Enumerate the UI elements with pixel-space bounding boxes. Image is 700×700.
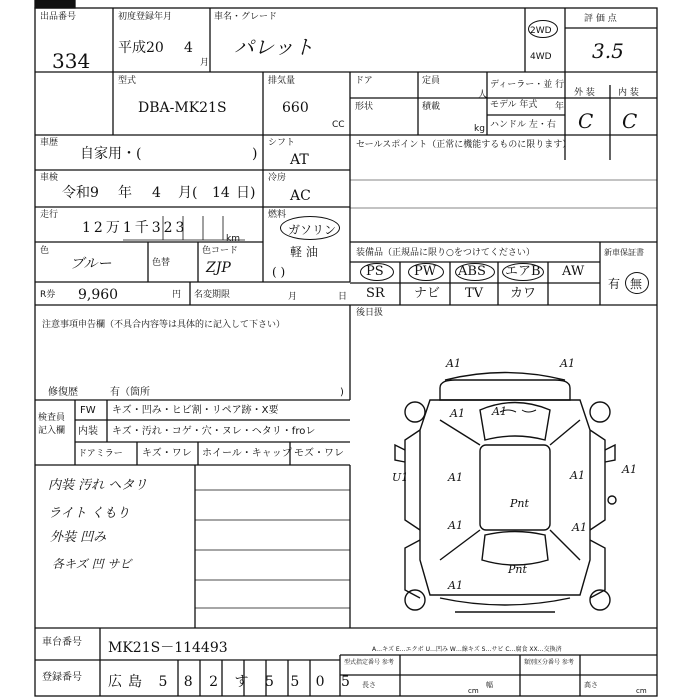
inspection-row3-text2: ホイール・キャップ [202,448,292,459]
mark-a1-left-door: A1 [448,471,463,484]
displacement-unit: CC [332,120,345,130]
sales-point-label: セールスポイント（正常に機能するものに限ります） [356,140,572,150]
color-code-label: 色コード [202,246,239,256]
cooling-label: 冷房 [268,173,287,183]
size-height-label: 高さ [584,681,598,689]
cooling-value: AC [290,188,311,204]
car-name-label: 車名・グレード [214,12,278,22]
first-registration-year: 4 [184,40,193,56]
equip-airbag-circle [502,263,544,281]
equip-abs-circle [455,263,495,281]
mark-pnt-roof: Pnt [510,497,529,510]
equip-ps-circle [360,263,394,281]
equip-ps: PS [366,264,384,279]
size-length-label: 長さ [362,681,376,689]
inspector-label: 検査員 記入欄 [38,413,66,436]
equip-aw: AW [562,264,585,279]
inspection-day-unit: 日) [236,185,256,201]
shift-value: AT [290,152,309,168]
model-year-label: モデル 年式 [490,100,538,110]
size-width-label: 幅 [486,681,493,689]
load-label: 積載 [422,102,441,112]
equip-navi: ナビ [414,286,441,301]
chassis-label: 車台番号 [42,637,82,648]
inspection-row2-text: キズ・汚れ・コゲ・穴・ヌレ・ヘタリ・froレ [112,426,316,437]
mileage-value: 12万1千323 [82,220,188,236]
capacity-unit: 人 [478,90,488,100]
repair-history-value: 有（箇所 [110,387,150,398]
color-change-label: 色替 [152,258,171,268]
shape-label: 形状 [355,102,374,112]
warranty-no-circle [625,272,649,294]
mark-a1-right-door: A1 [570,469,585,482]
displacement-value: 660 [282,100,309,116]
handwritten-note-3: 外装 凹み [50,530,107,545]
warranty-yes: 有 [608,277,621,291]
interior-grade: C [622,109,638,133]
mark-a1-hood-left: A1 [450,407,465,420]
mark-a1-right-mirror: A1 [622,463,637,476]
shift-label: シフト [268,138,296,148]
exterior-grade: C [578,109,594,133]
fuel-label: 燃料 [268,210,287,220]
lot-number-value: 334 [52,49,91,73]
name-change-month: 月 [288,292,298,302]
chassis-value: MK21S－114493 [108,640,228,656]
equip-abs: ABS [458,264,486,279]
fuel-other: ( ) [272,265,286,279]
spec-label-2: 類別区分番号 参考 [524,659,574,666]
drive-2wd: 2WD [530,26,552,36]
plate-label: 登録番号 [42,672,82,683]
mark-a2-windshield: A1 [492,405,507,418]
lot-number-label: 出品番号 [40,12,77,22]
score-value: 3.5 [592,39,624,63]
equip-sr: SR [366,286,385,301]
mark-a1-left-rear: A1 [448,519,463,532]
rear-seat-label: 後日扱 [356,308,384,318]
history-label: 車歴 [40,138,59,148]
door-label: ドア [355,76,373,86]
score-label: 評 価 点 [584,14,617,24]
mark-pnt-rear: Pnt [508,563,527,576]
warranty-label: 新車保証書 [604,248,644,257]
handle-label: ハンドル 左・右 [490,120,556,130]
color-value: ブルー [70,256,112,272]
inspection-row3-text3: モズ・ワレ [294,448,344,459]
color-code-value: ZJP [206,260,231,276]
mark-a1-front-left: A1 [446,357,461,370]
inspection-row3-head: ドアミラー [78,449,123,459]
first-registration-label: 初度登録年月 [118,12,173,22]
color-label: 色 [40,246,50,256]
interior-label: 内 装 [618,88,639,98]
size-height-unit: cm [636,687,647,695]
mileage-unit: km [226,234,240,244]
mark-u1-left-mirror: U1 [392,471,409,484]
mark-a1-front-right: A1 [560,357,575,370]
mileage-label: 走行 [40,210,59,220]
inspection-month: 4 [152,185,161,201]
name-change-day: 日 [338,292,348,302]
recycle-unit: 円 [172,290,182,300]
inspection-day: 14 [212,185,230,201]
model-type-label: 型式 [118,76,137,86]
warranty-no: 無 [630,277,643,291]
inspection-row3-text1: キズ・ワレ [142,448,192,459]
dealer-label: ディーラー・並 行 [490,80,565,90]
inspection-era: 令和9 [62,185,99,201]
equip-airbag: エアB [505,264,541,279]
handwritten-note-1: 内装 汚れ ヘタリ [48,478,148,493]
equip-pw: PW [414,264,437,279]
history-close: ) [252,146,258,162]
first-registration-month-unit: 月 [200,58,210,68]
mark-a1-rear-left: A1 [448,579,463,592]
inspection-label: 車検 [40,173,59,183]
mark-a1-right-rear: A1 [572,521,587,534]
handwritten-note-4: 各キズ 凹 サビ [52,557,132,571]
recycle-label: R券 [40,290,56,300]
equip-tv: TV [465,286,484,301]
name-change-label: 名変期限 [194,290,231,300]
fuel-gasoline: ガソリン [288,223,337,237]
equip-kawa: カワ [510,286,537,301]
inspection-row1-text: キズ・凹み・ヒビ割・リペア跡・X要 [112,405,279,416]
recycle-value: 9,960 [78,287,119,303]
fuel-diesel: 軽 油 [290,245,318,259]
inspection-year-unit: 年 [118,185,132,201]
plate-value: 広島 5 8 2 す 5 5 0 5 [108,674,356,690]
fuel-gasoline-circle [280,216,340,240]
notes-label: 注意事項申告欄（不具合内容等は具体的に記入して下さい） [42,320,286,330]
damage-legend: A…キズ E…エクボ U…凹み W…線キズ S…サビ C…腐食 XX…交換済 [372,646,562,653]
drive-4wd: 4WD [530,52,552,62]
inspection-row2-head: 内装 [78,426,98,437]
model-type-value: DBA-MK21S [138,100,227,116]
inspection-row1-head: FW [80,405,96,416]
drive-2wd-circle [528,20,558,38]
equipment-label: 装備品（正規品に限り○をつけてください） [356,248,535,258]
spec-label-1: 型式指定番号 参考 [344,659,394,666]
size-length-unit: cm [468,687,479,695]
exterior-label: 外 装 [574,88,595,98]
inspection-month-unit: 月( [178,185,198,201]
repair-history-label: 修復歴 [48,387,78,398]
model-year-unit: 年 [555,102,565,112]
capacity-label: 定員 [422,76,441,86]
handwritten-note-2: ライト くもり [48,506,130,521]
first-registration-era: 平成20 [118,40,164,56]
history-value: 自家用・( [80,146,142,162]
displacement-label: 排気量 [268,76,296,86]
load-unit: kg [474,124,485,134]
repair-history-close: ) [340,387,344,398]
car-name-value: パレット [234,35,314,59]
equip-pw-circle [408,263,444,281]
